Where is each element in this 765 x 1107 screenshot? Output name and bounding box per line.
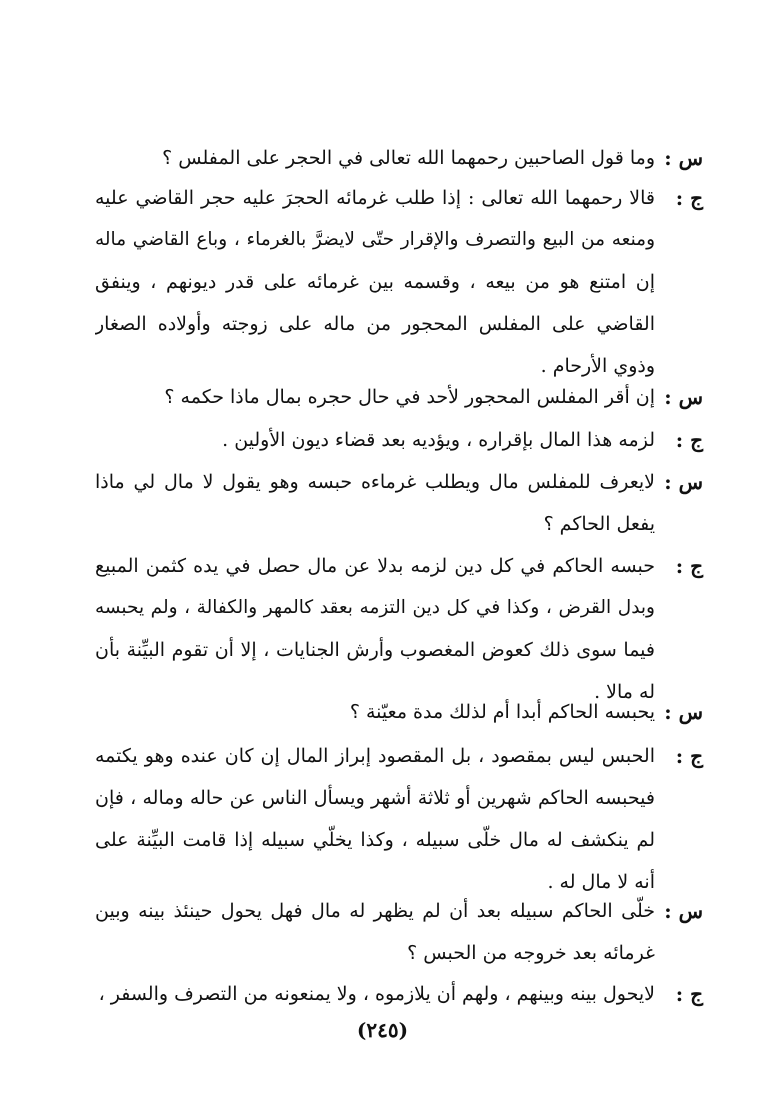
text-line: حبسه الحاكم في كل دين لزمه بدلا عن مال حصل في يده كثمن المبيع (95, 555, 655, 577)
text-line: له مالا . (594, 681, 655, 703)
qa-block (95, 890, 703, 974)
qa-block (95, 691, 703, 733)
text-line: لايحول بينه وبينهم ، ولهم أن يلازموه ، ولا يمنعونه من التصرف والسفر ، (98, 983, 655, 1005)
question-marker: س : (664, 899, 703, 923)
answer-marker: ج : (675, 744, 703, 768)
text-line: القاضي على المفلس المحجور من ماله على زوجته وأولاده الصغار (95, 313, 655, 335)
qa-block (95, 137, 703, 179)
qa-block (95, 973, 703, 1015)
text-line: لايعرف للمفلس مال ويطلب غرماءه حبسه وهو يقول لا مال لي ماذا (95, 471, 655, 493)
page-number: (٢٤٥) (356, 1018, 409, 1042)
answer-marker: ج : (675, 982, 703, 1006)
text-line: قالا رحمهما الله تعالى : إذا طلب غرمائه الحجرَ عليه حجر القاضي عليه (95, 187, 655, 209)
qa-block (95, 545, 703, 713)
text-line: إن امتنع هو من بيعه ، وقسمه بين غرمائه على قدر ديونهم ، وينفق (95, 271, 655, 293)
text-line: خلّى الحاكم سبيله بعد أن لم يظهر له مال فهل يحول حينئذ بينه وبين (95, 900, 655, 922)
qa-block (95, 419, 703, 461)
answer-marker: ج : (675, 554, 703, 578)
qa-block (95, 461, 703, 545)
question-marker: س : (664, 470, 703, 494)
question-marker: س : (664, 385, 703, 409)
text-line: الحبس ليس بمقصود ، بل المقصود إبراز المال إن كان عنده وهو يكتمه (95, 745, 655, 767)
text-line: ومنعه من البيع والتصرف والإقرار حتّى لايضرَّ بالغرماء ، وباع القاضي ماله (95, 229, 655, 250)
text-line: وما قول الصاحبين رحمهما الله تعالى في الحجر على المفلس ؟ (162, 147, 655, 169)
qa-block (95, 735, 703, 903)
answer-marker: ج : (675, 186, 703, 210)
text-line: فيما سوى ذلك كعوض المغصوب وأرش الجنايات ، إلا أن تقوم البيِّنة بأن (95, 639, 655, 661)
text-line: إن أقر المفلس المحجور لأحد في حال حجره بمال ماذا حكمه ؟ (164, 386, 655, 408)
text-line: يحبسه الحاكم أبدا أم لذلك مدة معيّنة ؟ (349, 701, 655, 723)
text-line: لزمه هذا المال بإقراره ، ويؤديه بعد قضاء ديون الأولين . (222, 429, 655, 451)
text-line: غرمائه بعد خروجه من الحبس ؟ (407, 942, 655, 964)
text-line: أنه لا مال له . (547, 871, 655, 893)
qa-block (95, 177, 703, 387)
question-marker: س : (664, 700, 703, 724)
question-marker: س : (664, 146, 703, 170)
text-line: وبدل القرض ، وكذا في كل دين التزمه بعقد كالمهر والكفالة ، ولم يحبسه (95, 597, 655, 618)
text-line: يفعل الحاكم ؟ (543, 513, 655, 535)
answer-marker: ج : (675, 428, 703, 452)
text-line: فيحبسه الحاكم شهرين أو ثلاثة أشهر ويسأل الناس عن حاله وماله ، فإن (95, 787, 655, 809)
text-line: لم ينكشف له مال خلّى سبيله ، وكذا يخلّي سبيله إذا قامت البيِّنة على (95, 829, 655, 851)
qa-block (95, 376, 703, 418)
text-line: وذوي الأرحام . (540, 355, 655, 377)
